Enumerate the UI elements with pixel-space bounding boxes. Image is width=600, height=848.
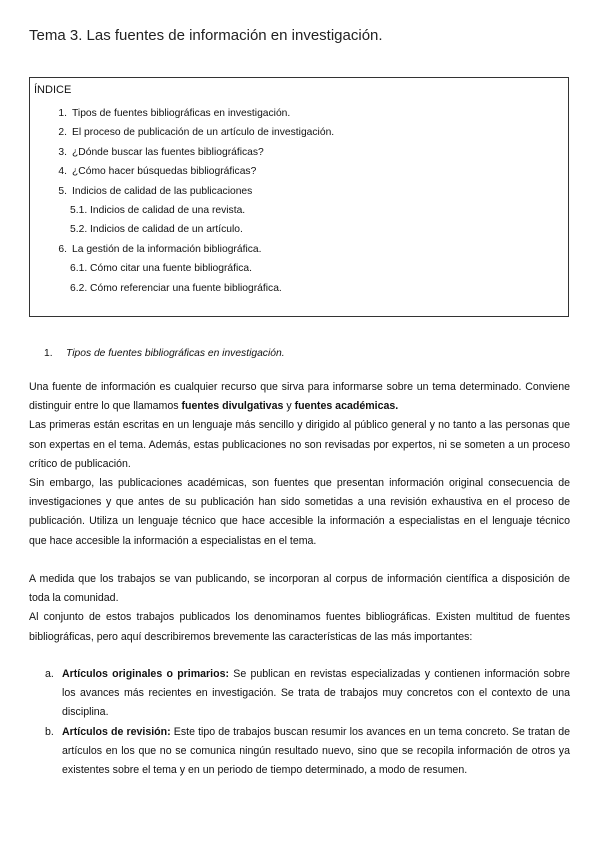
paragraph: Las primeras están escritas en un lenguaje más sencillo y dirigido al público general y no tanto a las personas que son expertas en el tema. Además, estas publicaciones no son revisadas por expertos, ni se someten a un proceso crítico de publicación. <box>29 419 570 470</box>
body-paragraphs-1 <box>29 378 570 551</box>
list-item: b. Artículos de revisión: Este tipo de trabajos buscan resumir los avances en un tema concreto. Se tratan de artículos en los que no se comunica ningún resultado nuevo, sino que se recopila información de otros ya existentes sobre el tema y en un periodo de tiempo determinado, a modo de resumen. <box>45 725 570 777</box>
paragraph: Sin embargo, las publicaciones académicas, son fuentes que presentan información original consecuencia de investigaciones y que antes de su publicación han sido sometidas a una revisión exhaustiva en el proceso de publicación. Utiliza un lenguaje técnico que hace accesible la información a especialistas en el lenguaje técnico que hace accesible la información a especialistas en el tema. <box>29 477 570 547</box>
paragraph: A medida que los trabajos se van publicando, se incorporan al corpus de información científica a disposición de toda la comunidad. <box>29 573 570 605</box>
list-item: a. Artículos originales o primarios: Se publican en revistas especializadas y contienen información sobre los avances más recientes en investigación. Se trata de trabajos muy concretos con el contexto de una disciplina. <box>45 668 570 719</box>
paragraph: Una fuente de información es cualquier recurso que sirva para informarse sobre un tema determinado. Conviene distinguir entre lo que llamamos fuentes divulgativas y fuentes académicas. <box>29 381 570 413</box>
types-list <box>29 665 570 780</box>
page-title: Tema 3. Las fuentes de información en investigación. <box>29 27 383 44</box>
paragraph: Al conjunto de estos trabajos publicados los denominamos fuentes bibliográficas. Existen multitud de fuentes bibliográficas, pero aquí describiremos brevemente las características de las más importantes: <box>29 611 570 643</box>
index-heading: ÍNDICE <box>34 84 72 96</box>
body-paragraphs-2 <box>29 570 570 647</box>
index-box: ÍNDICE 1. Tipos de fuentes bibliográficas en investigación. 2. El proceso de publicación de un artículo de investigación. 3. ¿Dónde buscar las fuentes bibliográficas? 4. ¿Cómo hacer búsquedas bibliográficas? 5. Indicios de calidad de las publicaciones 5.1. Indicios de calidad de una revista. 5.2. Indicios de calidad de un artículo. 6. La gestión de la información bibliográfica. 6.1. Cómo citar una fuente bibliográfica. 6.2. Cómo referenciar una fuente bibliográfica. <box>29 77 569 317</box>
section-heading: 1. Tipos de fuentes bibliográficas en investigación. <box>44 348 285 359</box>
